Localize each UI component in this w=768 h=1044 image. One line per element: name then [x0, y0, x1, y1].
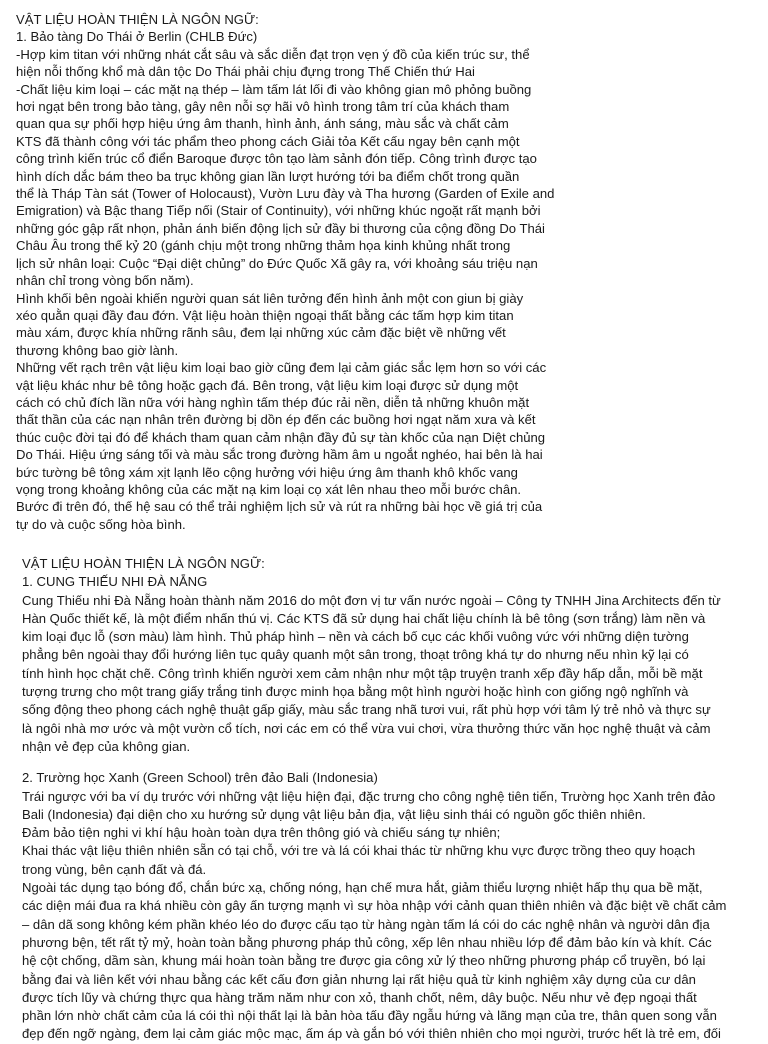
text-line: hình dích dắc bám theo ba trục không gian lần lượt hướng tới ba điểm chốt trong quần: [16, 168, 520, 184]
text-line: nhận vẻ đẹp của không gian.: [22, 738, 191, 754]
text-line: công trình kiến trúc cổ điển Baroque được tôn tạo làm sảnh đón tiếp. Công trình được tạo: [16, 151, 537, 167]
text-line: -Chất liệu kim loại – các mặt nạ thép – làm tấm lát lối đi vào không gian mô phỏng buồng: [16, 81, 532, 97]
text-line: các diện mái đua ra khá nhiều còn gây ấn tượng mạnh vì sự hòa nhập với cảnh quan thiên nhiên và đặc biệt về chất cảm: [22, 898, 727, 914]
subheading-green-school: 2. Trường học Xanh (Green School) trên đảo Bali (Indonesia): [22, 770, 378, 786]
text-line: bằng đai và liên kết với nhau bằng các kết cấu đơn giản nhưng lại rất hiệu quả từ kinh nghiệm xây dựng của cư dân: [22, 971, 696, 987]
text-line: Những vết rạch trên vật liệu kim loại bao giờ cũng đem lại cảm giác sắc lẹm hơn so với các: [16, 360, 547, 376]
text-line: quan qua sự phối hợp hiệu ứng âm thanh, hình ảnh, ánh sáng, màu sắc và chất cảm: [16, 116, 509, 132]
text-line: hiện nỗi thống khổ mà dân tộc Do Thái phải chịu đựng trong Thế Chiến thứ Hai: [16, 64, 475, 80]
text-line: kim loại đục lỗ (sơn màu) làm hình. Thủ pháp hình – nền và cách bố cục các khối vuông vức với những diện tường: [22, 629, 689, 645]
text-line: thúc cuộc đời tại đó để khách tham quan cảm nhận đầy đủ sự tàn khốc của nạn Diệt chủng: [16, 429, 546, 445]
text-line: -Hợp kim titan với những nhát cắt sâu và sắc diễn đạt trọn vẹn ý đồ của kiến trúc sư, thể: [16, 46, 530, 62]
subheading-jewish-museum-berlin: 1. Bảo tàng Do Thái ở Berlin (CHLB Đức): [16, 29, 258, 45]
text-line: xéo quằn quại đầy đau đớn. Vật liệu hoàn thiện ngoại thất bằng các tấm hợp kim titan: [16, 307, 514, 323]
section-children-palace-and-green-school: [22, 555, 760, 1044]
text-line: được tích lũy và chứng thực qua hàng trăm năm như con xỏ, thanh chốt, nêm, dây buộc. Nếu như vẻ đẹp ngoại thất: [22, 989, 697, 1005]
text-line: cách có chủ đích lần nữa với hàng nghìn tấm thép đúc rải nền, diễn tả những khuôn mặt: [16, 394, 530, 410]
section-jewish-museum: [16, 11, 760, 533]
text-line: Ngoài tác dụng tạo bóng đổ, chắn bức xạ, chống nóng, hạn chế mưa hắt, giảm thiểu lượng nhiệt hấp thụ qua bề mặt,: [22, 880, 703, 896]
text-line: tượng trưng cho một trang giấy trắng tinh được minh họa bằng một hình người hoặc hình con giống ngộ nghĩnh và: [22, 684, 689, 700]
section-heading: VẬT LIỆU HOÀN THIỆN LÀ NGÔN NGỮ:: [22, 556, 265, 571]
text-line: nhân chỉ trong vòng bốn năm).: [16, 273, 194, 289]
text-line: Bước đi trên đó, thế hệ sau có thể trải nghiệm lịch sử và rút ra những bài học về giá trị của: [16, 499, 543, 515]
paragraph-children-palace: [22, 555, 760, 756]
text-line: Khai thác vật liệu thiên nhiên sẵn có tại chỗ, với tre và lá cói khai thác từ những khu vực được trồng theo quy hoạch: [22, 843, 696, 859]
text-line: Do Thái. Hiệu ứng sáng tối và màu sắc trong đường hầm âm u ngoắt nghéo, hai bên là hai: [16, 447, 543, 463]
text-line: tính hình học chặt chẽ. Công trình khiến người xem cảm nhận như một tập truyện tranh xếp đầy hấp dẫn, mỗi bề mặt: [22, 665, 703, 681]
text-line: lịch sử nhân loại: Cuộc “Đại diệt chủng” do Đức Quốc Xã gây ra, với khoảng sáu triệu nạn: [16, 255, 538, 271]
text-line: vọng trong khoảng không của các mặt nạ kim loại cọ xát lên nhau theo mỗi bước chân.: [16, 481, 522, 497]
text-line: bức tường bê tông xám xịt lạnh lẽo cộng hưởng với hiệu ứng âm thanh khô khốc vang: [16, 464, 518, 480]
text-line: là ngôi nhà mơ ước và một vườn cổ tích, nơi các em có thể vừa vui chơi, vừa thưởng thức văn học nghệ thuật và cảm: [22, 720, 711, 736]
text-line: những góc gập rất nhọn, phản ánh biến động lịch sử đầy bi thương của cộng đồng Do Thái: [16, 220, 545, 236]
paragraph-green-school: [22, 769, 760, 1043]
text-line: trong vùng, bên cạnh đất và đá.: [22, 861, 207, 877]
text-line: Trái ngược với ba ví dụ trước với những vật liệu hiện đại, đặc trưng cho công nghệ tiên tiến, Trường học Xanh trên đảo: [22, 788, 716, 804]
text-line: đẹp đến ngỡ ngàng, đem lại cảm giác mộc mạc, ấm áp và gắn bó với thiên nhiên cho mọi người, trước hết là trẻ em, đối: [22, 1026, 721, 1042]
text-line: thể là Tháp Tàn sát (Tower of Holocaust), Vườn Lưu đày và Tha hương (Garden of Exile and: [16, 186, 555, 202]
text-line: thương không bao giờ lành.: [16, 342, 179, 358]
text-line: phẳng bên ngoài thay đổi hướng liên tục quây quanh một sân trong, thoạt trông khá tự do nhưng nếu nhìn kỹ lại có: [22, 647, 689, 663]
text-line: hơi ngạt bên trong bảo tàng, gây nên nỗi sợ hãi vô hình trong tâm trí của khách tham: [16, 99, 510, 115]
text-line: Cung Thiếu nhi Đà Nẵng hoàn thành năm 2016 do một đơn vị tư vấn nước ngoài – Công ty TNHH Jina Architects đến từ: [22, 592, 721, 608]
section-heading: VẬT LIỆU HOÀN THIỆN LÀ NGÔN NGỮ:: [16, 12, 259, 27]
text-line: Emigration) và Bậc thang Tiếp nối (Stair of Continuity), với những khúc ngoặt rất mạnh bởi: [16, 203, 541, 219]
text-line: Đảm bảo tiện nghi vi khí hậu hoàn toàn dựa trên thông gió và chiếu sáng tự nhiên;: [22, 825, 501, 841]
text-line: Hình khối bên ngoài khiến người quan sát liên tưởng đến hình ảnh một con giun bị giày: [16, 290, 524, 306]
text-line: hệ cột chống, dầm sàn, khung mái hoàn toàn bằng tre được gia công xử lý theo những phương pháp cổ truyền, bó lại: [22, 953, 706, 969]
text-line: Bali (Indonesia) đại diện cho xu hướng sử dụng vật liệu bản địa, vật liệu sinh thái có nguồn gốc thiên nhiên.: [22, 806, 646, 822]
text-line: tự do và cuộc sống hòa bình.: [16, 516, 186, 532]
subheading-children-palace: 1. CUNG THIẾU NHI ĐÀ NẴNG: [22, 574, 208, 590]
text-line: sống động theo phong cách nghệ thuật gấp giấy, màu sắc trang nhã tươi vui, rất phù hợp với tâm lý trẻ nhỏ và thực sự: [22, 702, 711, 718]
text-line: Châu Âu trong thế kỷ 20 (gánh chịu một trong những thảm họa kinh khủng nhất trong: [16, 238, 511, 254]
text-line: Hàn Quốc thiết kế, là một điểm nhấn thú vị. Các KTS đã sử dụng hai chất liệu chính là bê tông (sơn trắng) làm nền và: [22, 610, 706, 626]
text-line: – dân dã song không kém phần khéo léo do được cấu tạo từ hàng ngàn tấm lá cói do các nghệ nhân và người dân địa: [22, 916, 710, 932]
text-line: vật liệu khác như bê tông hoặc gạch đá. Bên trong, vật liệu kim loại được sử dụng một: [16, 377, 519, 393]
text-line: màu xám, được khía những rãnh sâu, đem lại những xúc cảm đặc biệt về những vết: [16, 325, 506, 341]
text-line: phương bện, tết rất tỷ mỷ, hoàn toàn bằng phương pháp thủ công, xếp lên nhau nhiều lớp để đảm bảo kín và khít. Các: [22, 934, 712, 950]
text-line: thất thần của các nạn nhân trên đường bị dồn ép đến các buồng hơi ngạt năm xưa và kết: [16, 412, 536, 428]
text-line: KTS đã thành công với tác phẩm theo phong cách Giải tỏa Kết cấu ngay bên cạnh một: [16, 133, 520, 149]
text-line: phần lớn nhờ chất cảm của lá cói thì nội thất lại là bản hòa tấu đầy ngẫu hứng và lãng mạn của tre, thân quen song vẫn: [22, 1008, 717, 1024]
